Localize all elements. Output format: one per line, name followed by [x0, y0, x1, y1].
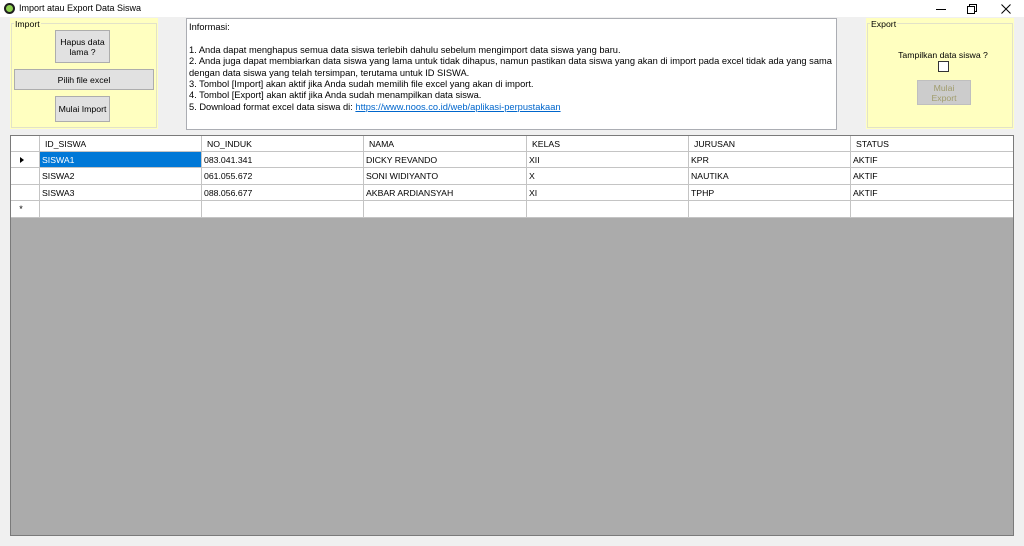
cell-status[interactable]: AKTIF [851, 152, 1013, 168]
info-line-1: 1. Anda dapat menghapus semua data siswa terlebih dahulu sebelum mengimport data siswa yang baru. [189, 44, 621, 55]
cell-id-siswa[interactable]: SISWA3 [40, 185, 202, 201]
hapus-data-lama-button[interactable]: Hapus data lama ? [55, 30, 110, 63]
window-title: Import atau Export Data Siswa [19, 3, 142, 13]
restore-button[interactable] [955, 0, 989, 17]
new-row[interactable] [11, 201, 1013, 218]
row-header[interactable] [11, 185, 40, 201]
new-row-cell[interactable] [364, 201, 527, 218]
table-row[interactable] [11, 168, 1013, 185]
cell-id-siswa[interactable]: SISWA2 [40, 168, 202, 185]
cell-kelas[interactable]: XII [527, 152, 689, 168]
import-group-label: Import [15, 19, 40, 29]
cell-kelas[interactable]: XI [527, 185, 689, 201]
new-row-cell[interactable] [40, 201, 202, 218]
mulai-import-button[interactable]: Mulai Import [55, 96, 110, 122]
grid-header-row [11, 136, 1013, 152]
cell-id-siswa[interactable]: SISWA1 [40, 152, 202, 168]
column-header-id-siswa[interactable]: ID_SISWA [40, 136, 202, 152]
tampilkan-data-label: Tampilkan data siswa ? [898, 50, 988, 60]
row-header[interactable] [11, 168, 40, 185]
top-left-header-cell[interactable] [11, 136, 40, 152]
new-row-cell[interactable] [689, 201, 851, 218]
download-prefix: 5. Download format excel data siswa di: [189, 101, 356, 112]
import-group [10, 18, 158, 129]
column-header-nama[interactable]: NAMA [364, 136, 527, 152]
minimize-button[interactable] [924, 0, 958, 17]
cell-jurusan[interactable]: TPHP [689, 185, 851, 201]
close-icon [1001, 4, 1011, 14]
cell-no-induk[interactable]: 061.055.672 [202, 168, 364, 185]
export-group-label: Export [871, 19, 897, 29]
cell-nama[interactable]: AKBAR ARDIANSYAH [364, 185, 527, 201]
cell-jurusan[interactable]: KPR [689, 152, 851, 168]
mulai-export-button[interactable]: Mulai Export [917, 80, 971, 105]
download-format-link[interactable]: https://www.noos.co.id/web/aplikasi-perpustakaan [355, 101, 561, 112]
new-row-cell[interactable] [851, 201, 1013, 218]
data-siswa-grid[interactable] [10, 135, 1014, 536]
cell-nama[interactable]: SONI WIDIYANTO [364, 168, 527, 185]
new-row-cell[interactable] [202, 201, 364, 218]
cell-jurusan[interactable]: NAUTIKA [689, 168, 851, 185]
row-header[interactable] [11, 152, 40, 168]
cell-no-induk[interactable]: 083.041.341 [202, 152, 364, 168]
cell-no-induk[interactable]: 088.056.677 [202, 185, 364, 201]
column-header-jurusan[interactable]: JURUSAN [689, 136, 851, 152]
cell-status[interactable]: AKTIF [851, 168, 1013, 185]
current-row-icon [20, 157, 24, 163]
cell-status[interactable]: AKTIF [851, 185, 1013, 201]
informasi-heading: Informasi: [189, 22, 230, 32]
table-row[interactable] [11, 185, 1013, 201]
info-line-5 [189, 102, 836, 113]
blank-line [189, 33, 836, 44]
new-row-header[interactable] [11, 201, 40, 218]
title-bar[interactable] [0, 0, 1024, 17]
cell-nama[interactable]: DICKY REVANDO [364, 152, 527, 168]
info-line-4: 4. Tombol [Export] akan aktif jika Anda sudah menampilkan data siswa. [189, 90, 482, 101]
column-header-no-induk[interactable]: NO_INDUK [202, 136, 364, 152]
minimize-icon [936, 4, 946, 14]
info-line-2-continued: dengan data siswa yang telah tersimpan, terutama untuk ID SISWA. [189, 67, 470, 78]
new-row-cell[interactable] [527, 201, 689, 218]
export-group-border [867, 23, 1013, 128]
info-line-2: 2. Anda juga dapat membiarkan data siswa yang lama untuk tidak dihapus, namun pastikan data siswa yang akan di import pada excel tidak ada yang sama [189, 56, 832, 67]
export-group [866, 18, 1014, 129]
restore-icon [967, 4, 977, 14]
new-row-marker: * [19, 203, 23, 214]
close-button[interactable] [988, 0, 1024, 17]
column-header-kelas[interactable]: KELAS [527, 136, 689, 152]
table-row[interactable] [11, 152, 1013, 168]
column-header-status[interactable]: STATUS [851, 136, 1013, 152]
info-line-3: 3. Tombol [Import] akan aktif jika Anda sudah memilih file excel yang akan di import. [189, 78, 534, 89]
pilih-file-excel-button[interactable]: Pilih file excel [14, 69, 154, 90]
informasi-textbox[interactable] [186, 18, 837, 130]
tampilkan-data-checkbox[interactable] [938, 61, 949, 72]
cell-kelas[interactable]: X [527, 168, 689, 185]
app-icon [4, 3, 15, 14]
